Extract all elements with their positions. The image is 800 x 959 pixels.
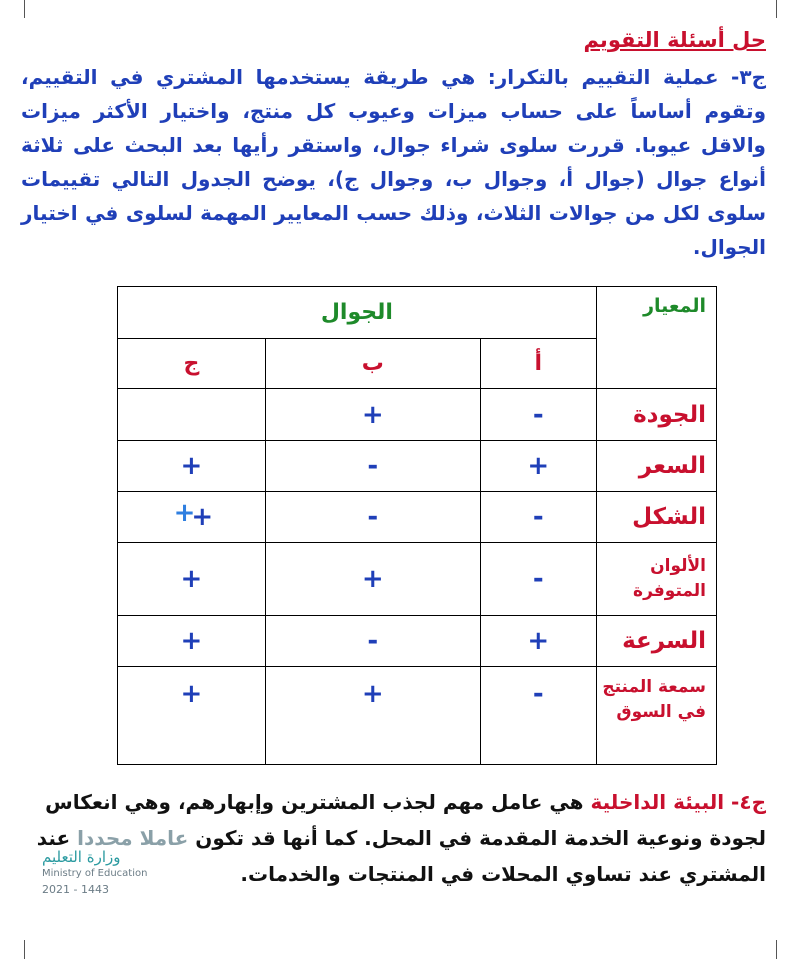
rating-cell: + <box>118 667 266 765</box>
q4-text-b: عند المشتري عند تساوي المحلات في المنتجات والخدمات. <box>36 826 766 886</box>
criterion-label: الألوان المتوفرة <box>596 543 716 616</box>
rating-cell: + <box>118 543 266 616</box>
column-header: ب <box>265 339 480 389</box>
rating-cell: + <box>480 616 596 667</box>
rating-cell: + <box>480 441 596 492</box>
criterion-label: الجودة <box>596 389 716 441</box>
criterion-label: سمعة المنتج في السوق <box>596 667 716 765</box>
rating-cell: + <box>118 441 266 492</box>
page-title: حل أسئلة التقويم <box>583 28 766 52</box>
logo-year: 2021 - 1443 <box>42 883 109 896</box>
criterion-label: الشكل <box>596 492 716 543</box>
q4-text-a: هي عامل مهم لجذب المشترين وإبهارهم، وهي انعكاس لجودة ونوعية الخدمة المقدمة في المحل. كما أنها قد تكون <box>45 790 766 850</box>
rating-cell: - <box>480 543 596 616</box>
criterion-label: السعر <box>596 441 716 492</box>
rating-mark: + <box>191 502 214 532</box>
crop-mark <box>24 940 25 959</box>
q3-label: ج٣- عملية التقييم بالتكرار: <box>487 65 766 89</box>
column-header: أ <box>480 339 596 389</box>
column-header: ج <box>118 339 266 389</box>
table-row <box>118 616 717 667</box>
table-row <box>118 389 717 441</box>
q4-label: ج٤- البيئة الداخلية <box>590 790 766 814</box>
rating-cell: - <box>265 492 480 543</box>
q3-text: هي طريقة يستخدمها المشتري في التقييم، وتقوم أساساً على حساب ميزات وعيوب كل منتج، واختيار الأكثر ميزات والاقل عيوبا. قررت سلوى شراء جوال، واستقر رأيها بعد البحث على ثلاثة أنواع جوال (جوال أ، وجوال ب، وجوال ج)، يوضح الجدول التالي تقييمات سلوى لكل من جوالات الثلاث، وذلك حسب المعايير المهمة لسلوى في اختيار الجوال. <box>21 65 766 259</box>
rating-cell: + <box>265 389 480 441</box>
crop-mark <box>24 0 25 18</box>
rating-cell <box>118 389 266 441</box>
logo-arabic: وزارة التعليم <box>42 848 121 866</box>
rating-cell: + <box>118 616 266 667</box>
rating-cell: - <box>480 389 596 441</box>
table-row <box>118 667 717 765</box>
criterion-header: المعيار <box>596 287 716 389</box>
rating-cell: - <box>265 441 480 492</box>
rating-cell: - <box>480 667 596 765</box>
q4-faded-text: عاملا محددا <box>77 826 189 850</box>
table-row <box>118 543 717 616</box>
table-row <box>118 492 717 543</box>
table-row <box>118 441 717 492</box>
crop-mark <box>776 940 777 959</box>
rating-cell <box>118 492 266 543</box>
rating-cell: - <box>480 492 596 543</box>
crop-mark <box>776 0 777 18</box>
ministry-logo <box>42 848 152 896</box>
rating-cell: + <box>265 667 480 765</box>
extra-mark: + <box>173 498 196 528</box>
criterion-label: السرعة <box>596 616 716 667</box>
phone-header: الجوال <box>118 287 597 339</box>
q3-answer <box>21 60 766 264</box>
evaluation-table <box>117 286 717 765</box>
logo-english: Ministry of Education <box>42 868 148 879</box>
rating-cell: - <box>265 616 480 667</box>
rating-cell: + <box>265 543 480 616</box>
